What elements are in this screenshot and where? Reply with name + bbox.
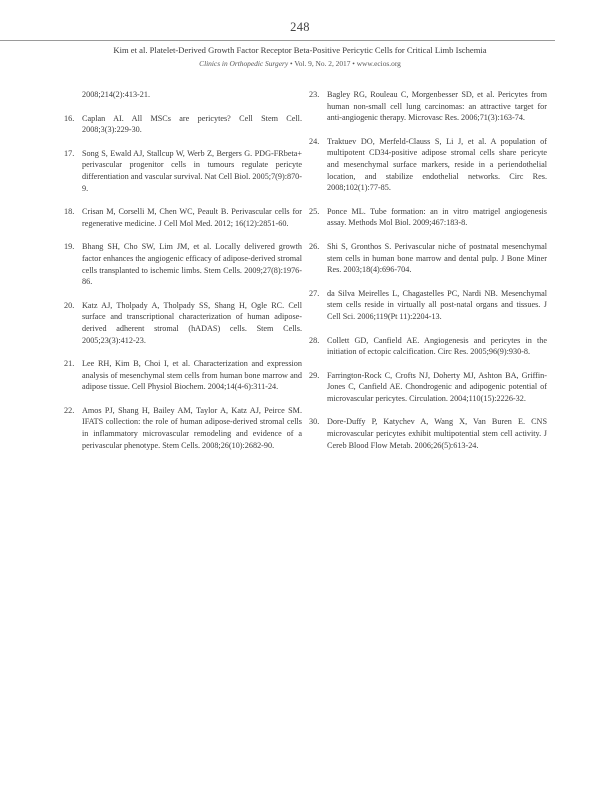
reference-item bbox=[64, 113, 302, 136]
reference-number: 20. bbox=[64, 300, 75, 310]
reference-text: Caplan AI. All MSCs are pericytes? Cell Stem Cell. 2008;3(3):229-30. bbox=[82, 113, 302, 135]
reference-continuation: 2008;214(2):413-21. bbox=[82, 90, 150, 99]
reference-text: Dore-Duffy P, Katychev A, Wang X, Van Buren E. CNS microvascular pericytes exhibit multipotential stem cell activity. J Cereb Blood Flow Metab. 2006;26(5):613-24. bbox=[327, 417, 547, 450]
references-left-column bbox=[64, 89, 302, 463]
reference-number: 23. bbox=[309, 90, 320, 99]
reference-text: Bagley RG, Rouleau C, Morgenbesser SD, et al. Pericytes from human non-small cell lung carcinomas: an attractive target for anti-angiogenic therapy. Microvasc Res. 2006;71(3):163-74. bbox=[327, 90, 547, 123]
reference-text: Ponce ML. Tube formation: an in vitro matrigel angiogenesis assay. Methods Mol Biol. 2009;467:183-8. bbox=[327, 206, 547, 228]
reference-number: 16. bbox=[64, 113, 75, 123]
reference-item bbox=[64, 206, 302, 229]
reference-number: 29. bbox=[309, 370, 320, 380]
reference-text: Crisan M, Corselli M, Chen WC, Peault B. Perivascular cells for regenerative medicine. J Cell Mol Med. 2012; 16(12):2851-60. bbox=[82, 207, 302, 228]
journal-details: • Vol. 9, No. 2, 2017 • www.ecios.org bbox=[288, 59, 401, 68]
reference-item bbox=[309, 288, 547, 323]
reference-text: Katz AJ, Tholpady A, Tholpady SS, Shang H, Ogle RC. Cell surface and transcriptional characterization of human adipose-derived adherent stromal (hADAS) cells. Stem Cells. 2005;23(3):412-23. bbox=[82, 300, 302, 345]
reference-number: 30. bbox=[309, 417, 320, 427]
reference-item bbox=[64, 148, 302, 194]
reference-item bbox=[309, 241, 547, 276]
reference-item bbox=[309, 335, 547, 358]
reference-text: Bhang SH, Cho SW, Lim JM, et al. Locally delivered growth factor enhances the angiogenic efficacy of adipose-derived stromal cells transplanted to ischemic limbs. Stem Cells. 2009;27(8):1976-86. bbox=[82, 242, 302, 287]
reference-item bbox=[64, 300, 302, 346]
reference-number: 27. bbox=[309, 288, 320, 298]
reference-text: Traktuev DO, Merfeld-Clauss S, Li J, et al. A population of multipotent CD34-positive adipose stromal cells share pericyte and mesenchymal surface markers, reside in a periendothelial location, and stabilize endothelial networks. Circ Res. 2008;102(1):77-85. bbox=[327, 136, 547, 193]
reference-text: Song S, Ewald AJ, Stallcup W, Werb Z, Bergers G. PDG-FRbeta+ perivascular progenitor cells in tumours regulate pericyte differentiation and vascular survival. Nat Cell Biol. 2005;7(9):870-9. bbox=[82, 148, 302, 193]
journal-name: Clinics in Orthopedic Surgery bbox=[199, 59, 289, 68]
reference-text: da Silva Meirelles L, Chagastelles PC, Nardi NB. Mesenchymal stem cells reside in virtually all post-natal organs and tissues. J Cell Sci. 2006;119(Pt 11):2204-13. bbox=[327, 288, 547, 321]
header-divider bbox=[0, 40, 555, 41]
reference-text: Farrington-Rock C, Crofts NJ, Doherty MJ, Ashton BA, Griffin-Jones C, Canfield AE. Chondrogenic and adipogenic potential of microvascular pericytes. Circulation. 2004;110(15):2226-32. bbox=[327, 370, 547, 403]
reference-number: 28. bbox=[309, 335, 320, 345]
reference-item bbox=[309, 206, 547, 229]
reference-number: 24. bbox=[309, 136, 320, 146]
reference-item bbox=[309, 416, 547, 451]
reference-text: Shi S, Gronthos S. Perivascular niche of postnatal mesenchymal stem cells in human bone marrow and dental pulp. J Bone Miner Res. 2003;18(4):696-704. bbox=[327, 241, 547, 275]
reference-number: 22. bbox=[64, 405, 75, 415]
reference-text: Amos PJ, Shang H, Bailey AM, Taylor A, Katz AJ, Peirce SM. IFATS collection: the role of human adipose-derived stromal cells in inflammatory microvascular remodeling and evidence of a perivascular phenotype. Stem Cells. 2008;26(10):2682-90. bbox=[82, 405, 302, 450]
running-title: Kim et al. Platelet-Derived Growth Factor Receptor Beta-Positive Pericytic Cells for Critical Limb Ischemia bbox=[113, 45, 487, 55]
reference-number: 25. bbox=[309, 206, 320, 216]
reference-text: Collett GD, Canfield AE. Angiogenesis and pericytes in the initiation of ectopic calcification. Circ Res. 2005;96(9):930-8. bbox=[327, 335, 547, 357]
reference-item bbox=[309, 370, 547, 405]
reference-text: Lee RH, Kim B, Choi I, et al. Characterization and expression analysis of mesenchymal stem cells from human bone marrow and adipose tissue. Cell Physiol Biochem. 2004;14(4-6):311-24. bbox=[82, 359, 302, 392]
reference-number: 17. bbox=[64, 148, 75, 158]
reference-number: 19. bbox=[64, 242, 75, 252]
references-right-column bbox=[309, 89, 547, 463]
reference-item bbox=[64, 241, 302, 287]
reference-number: 18. bbox=[64, 207, 75, 217]
reference-item bbox=[64, 358, 302, 393]
page-number: 248 bbox=[290, 20, 310, 34]
journal-info bbox=[0, 59, 600, 68]
reference-item bbox=[309, 136, 547, 194]
reference-item bbox=[64, 405, 302, 451]
reference-number: 21. bbox=[64, 359, 75, 369]
reference-number: 26. bbox=[309, 241, 320, 251]
reference-item bbox=[309, 89, 547, 124]
